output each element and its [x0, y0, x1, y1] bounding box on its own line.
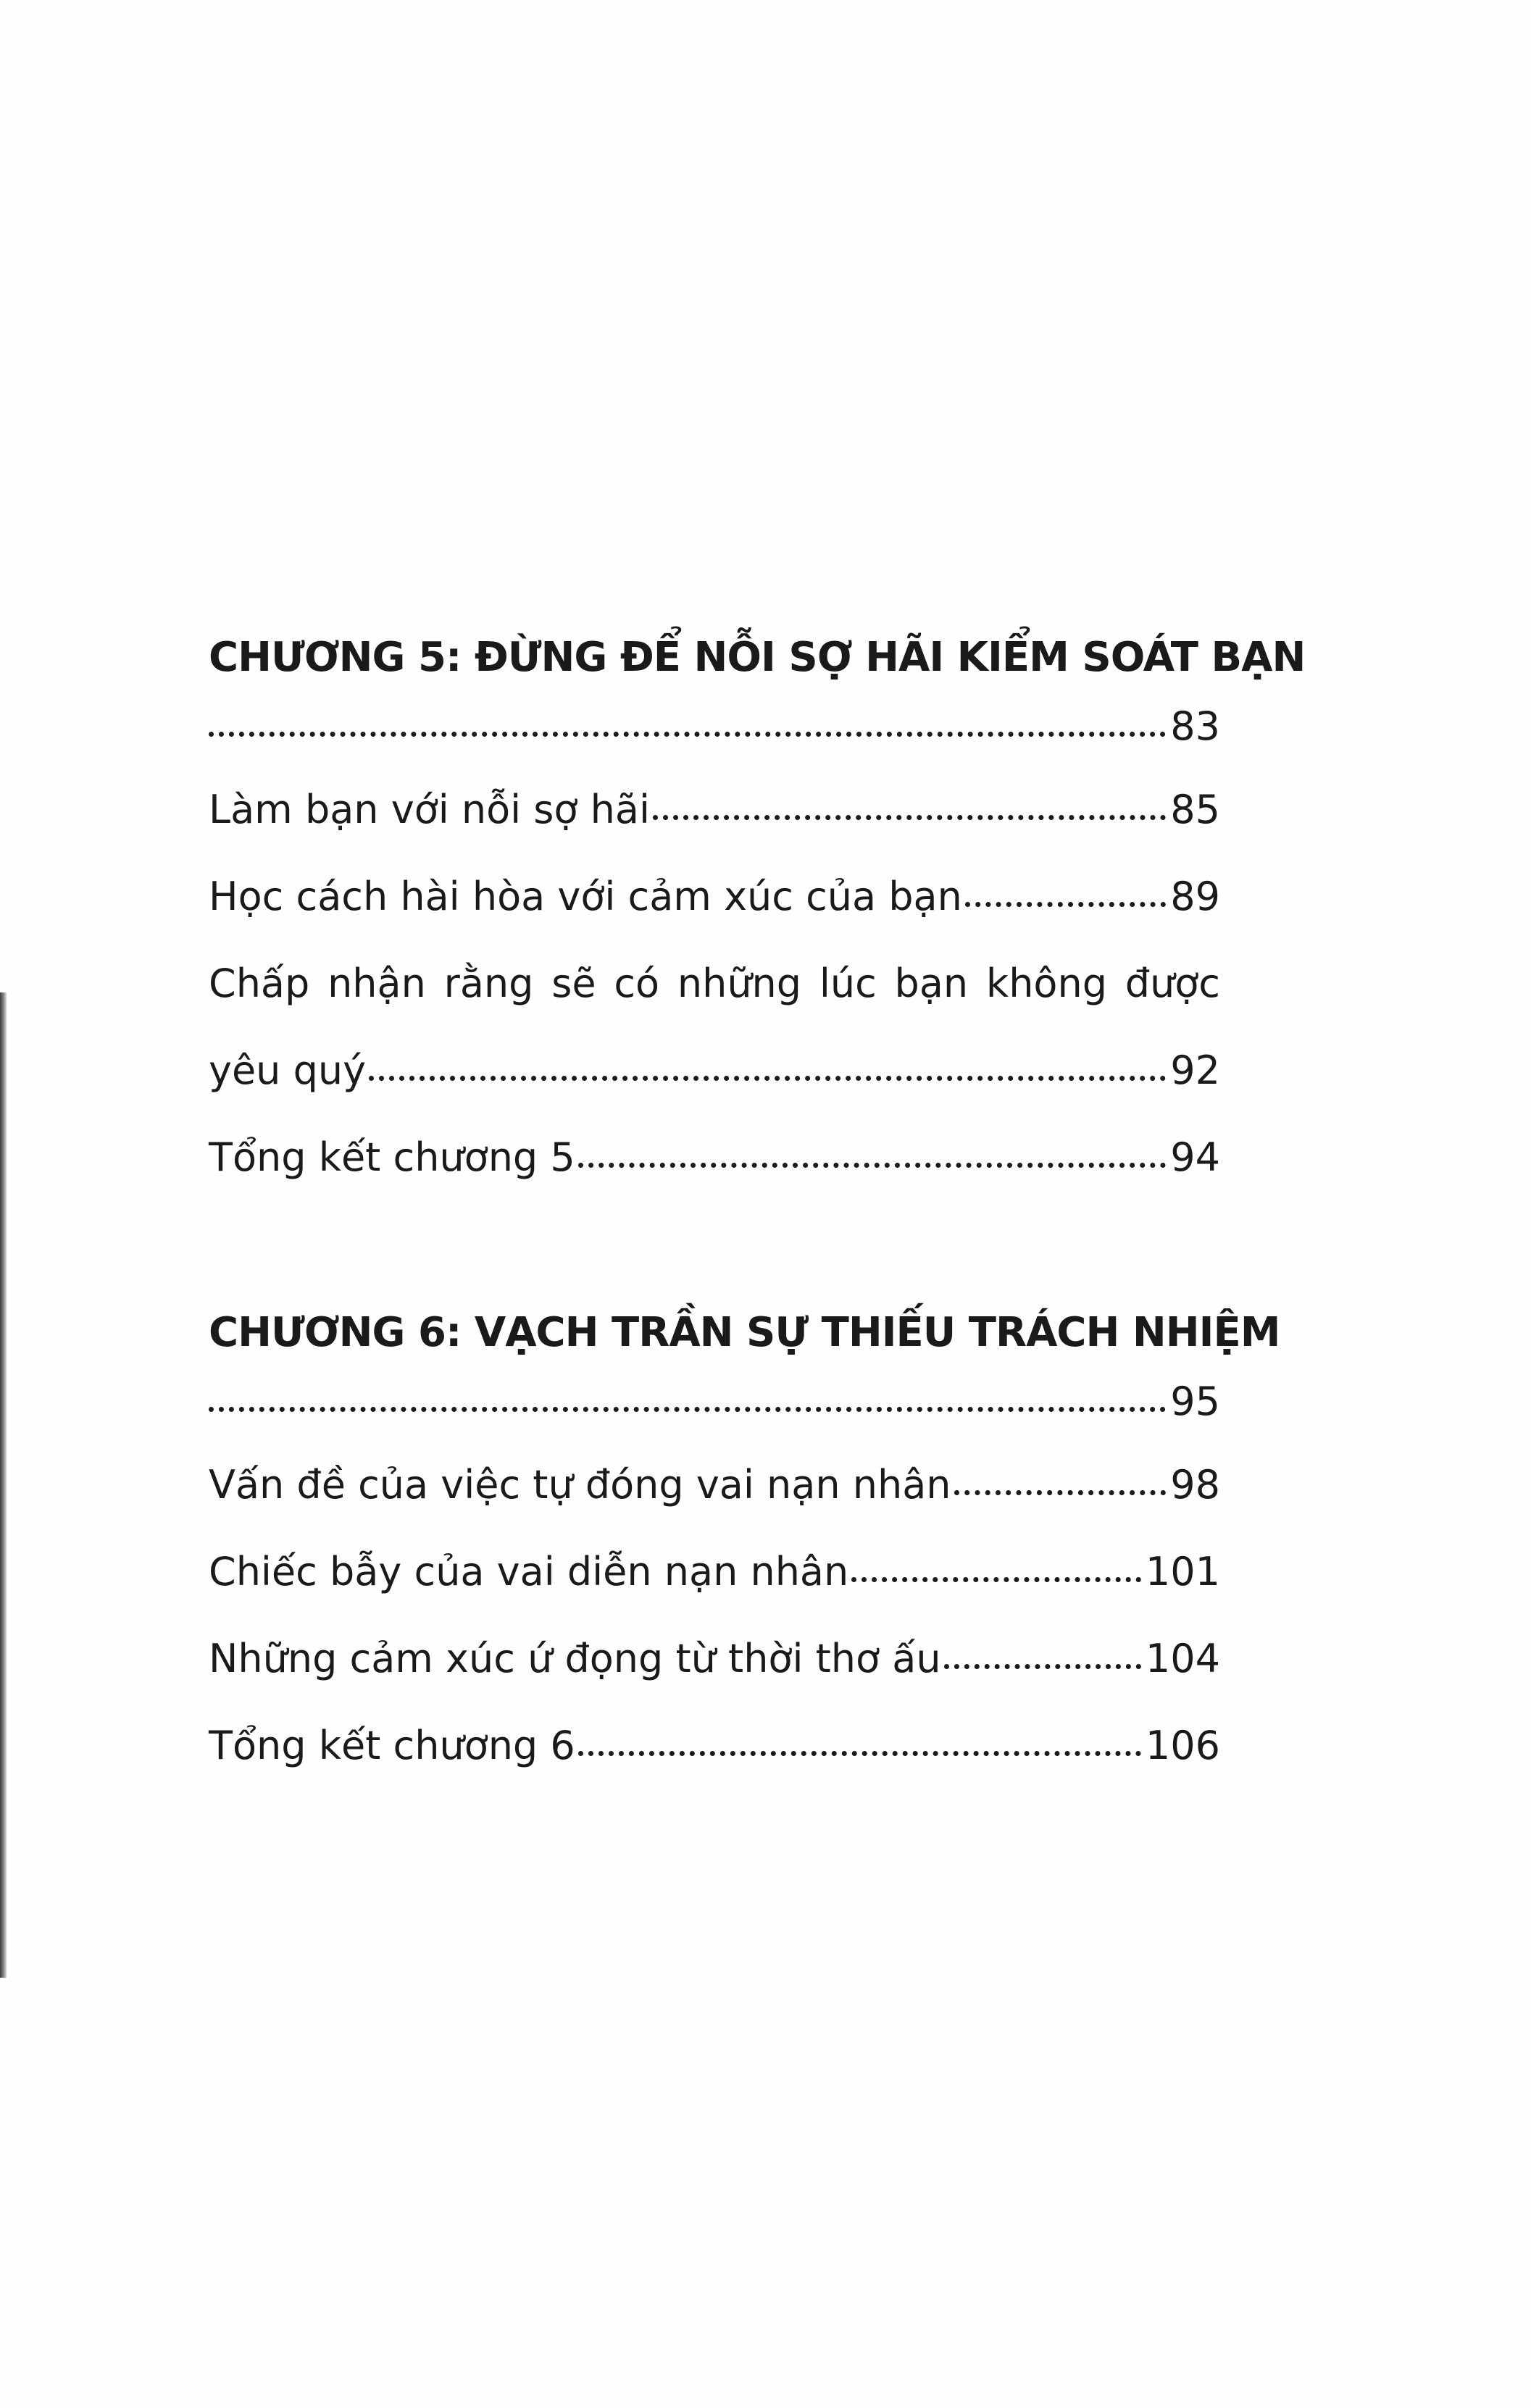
chapter-6-page-row	[209, 1362, 1220, 1442]
toc-entry	[209, 1114, 1220, 1201]
toc-entry	[209, 1615, 1220, 1702]
toc-entry-label: Chiếc bẫy của vai diễn nạn nhân	[209, 1549, 849, 1594]
toc-entry-page: 85	[1170, 787, 1220, 832]
dot-leader	[965, 902, 1166, 907]
toc-entry-page: 94	[1170, 1134, 1220, 1180]
dot-leader	[944, 1664, 1141, 1669]
toc-entry-label-line-1: Chấp nhận rằng sẽ có những lúc bạn không được	[209, 961, 1220, 1006]
dot-leader	[209, 732, 1166, 737]
toc-entry-page: 89	[1170, 874, 1220, 919]
chapter-5-title: CHƯƠNG 5: ĐỪNG ĐỂ NỖI SỢ HÃI KIỂM SOÁT BẠN	[209, 634, 1306, 681]
toc-entry-label: Vấn đề của việc tự đóng vai nạn nhân	[209, 1462, 951, 1508]
dot-leader	[578, 1163, 1167, 1168]
toc-entry	[209, 1529, 1220, 1615]
toc-section-chapter-5	[209, 629, 1306, 1201]
dot-leader	[653, 815, 1166, 820]
toc-section-chapter-6	[209, 1304, 1280, 1789]
toc-entry-page: 106	[1145, 1723, 1220, 1768]
toc-entry-label: Tổng kết chương 5	[209, 1134, 575, 1180]
toc-entry	[209, 1442, 1220, 1529]
toc-entry-label: Làm bạn với nỗi sợ hãi	[209, 787, 650, 832]
chapter-6-page-number: 95	[1170, 1379, 1220, 1424]
chapter-5-page-number: 83	[1170, 703, 1220, 749]
toc-entry-label-line-2: yêu quý	[209, 1048, 367, 1093]
chapter-6-title: CHƯƠNG 6: VẠCH TRẦN SỰ THIẾU TRÁCH NHIỆM	[209, 1309, 1280, 1356]
toc-entry	[209, 766, 1220, 853]
toc-entry-label: Học cách hài hòa với cảm xúc của bạn	[209, 874, 962, 919]
dot-leader	[578, 1751, 1141, 1756]
toc-entry-page: 104	[1145, 1636, 1220, 1681]
toc-entry	[209, 1702, 1220, 1789]
dot-leader	[369, 1076, 1166, 1081]
toc-entry-page: 101	[1145, 1549, 1220, 1594]
toc-entry	[209, 853, 1220, 940]
dot-leader	[851, 1577, 1141, 1582]
toc-entry-label: Những cảm xúc ứ đọng từ thời thơ ấu	[209, 1636, 941, 1681]
chapter-5-page-row	[209, 687, 1220, 766]
toc-entry	[209, 1027, 1220, 1114]
toc-entry-page: 98	[1170, 1462, 1220, 1508]
dot-leader	[954, 1490, 1167, 1495]
dot-leader	[209, 1407, 1166, 1412]
toc-entry-page: 92	[1170, 1048, 1220, 1093]
page-spine-shadow	[0, 992, 7, 1978]
toc-entry-label: Tổng kết chương 6	[209, 1723, 575, 1768]
